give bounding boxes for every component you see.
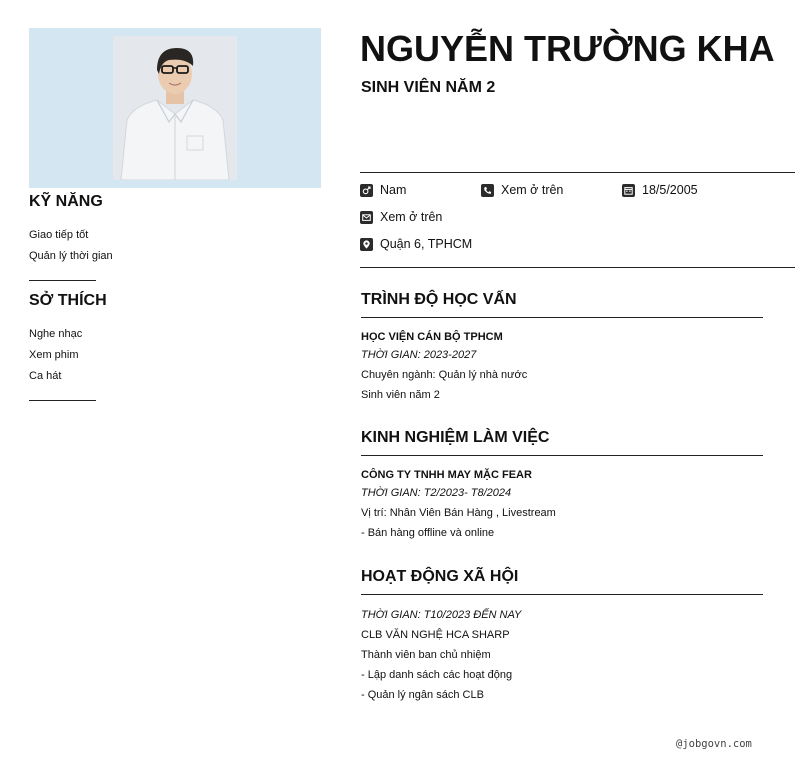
education-line: Sinh viên năm 2 (361, 389, 440, 401)
hobbies-section (29, 292, 321, 401)
experience-heading: KINH NGHIỆM LÀM VIỆC (361, 429, 763, 456)
watermark: @jobgovn.com (676, 738, 752, 750)
mail-icon (360, 211, 373, 224)
education-line: Chuyên ngành: Quản lý nhà nước (361, 369, 528, 381)
social-line: - Quản lý ngân sách CLB (361, 689, 484, 701)
hobby-item: Nghe nhạc (29, 328, 83, 340)
hobby-item: Ca hát (29, 370, 62, 382)
contact-birthday (622, 183, 698, 197)
contact-address (360, 237, 472, 251)
calendar-icon (622, 184, 635, 197)
contact-gender (360, 183, 406, 197)
experience-section (361, 429, 763, 543)
gender-icon (360, 184, 373, 197)
social-period: THỜI GIAN: T10/2023 ĐẾN NAY (361, 609, 522, 621)
skill-item: Quản lý thời gian (29, 250, 113, 262)
job-title: SINH VIÊN NĂM 2 (361, 79, 496, 96)
social-section (361, 568, 763, 705)
hobbies-heading: SỞ THÍCH (29, 292, 107, 309)
skills-heading: KỸ NĂNG (29, 193, 103, 210)
address-value: Quận 6, TPHCM (380, 237, 473, 251)
profile-photo (113, 36, 237, 180)
phone-icon (481, 184, 494, 197)
contact-top-divider (360, 172, 795, 173)
section-divider (29, 400, 96, 401)
birthday-value: 18/5/2005 (642, 183, 698, 197)
experience-org: CÔNG TY TNHH MAY MẶC FEAR (361, 469, 532, 481)
social-line: CLB VĂN NGHỆ HCA SHARP (361, 629, 510, 641)
education-period: THỜI GIAN: 2023-2027 (361, 349, 477, 361)
skill-item: Giao tiếp tốt (29, 229, 89, 241)
skills-section (29, 193, 321, 281)
email-value: Xem ở trên (380, 210, 443, 224)
full-name: NGUYỄN TRƯỜNG KHA (360, 28, 775, 69)
social-heading: HOẠT ĐỘNG XÃ HỘI (361, 568, 763, 595)
contact-bottom-divider (360, 267, 795, 268)
location-pin-icon (360, 238, 373, 251)
gender-value: Nam (380, 183, 407, 197)
social-line: - Lập danh sách các hoạt động (361, 669, 513, 681)
phone-value: Xem ở trên (501, 183, 564, 197)
experience-line: - Bán hàng offline và online (361, 527, 495, 539)
photo-panel (29, 28, 321, 188)
contact-email (360, 210, 442, 224)
education-org: HỌC VIỆN CÁN BỘ TPHCM (361, 331, 503, 343)
education-section (361, 291, 763, 405)
education-heading: TRÌNH ĐỘ HỌC VẤN (361, 291, 763, 318)
experience-period: THỜI GIAN: T2/2023- T8/2024 (361, 487, 512, 499)
social-line: Thành viên ban chủ nhiệm (361, 649, 491, 661)
experience-line: Vị trí: Nhân Viên Bán Hàng , Livestream (361, 507, 556, 519)
contact-phone (481, 183, 563, 197)
hobby-item: Xem phim (29, 349, 79, 361)
section-divider (29, 280, 96, 281)
